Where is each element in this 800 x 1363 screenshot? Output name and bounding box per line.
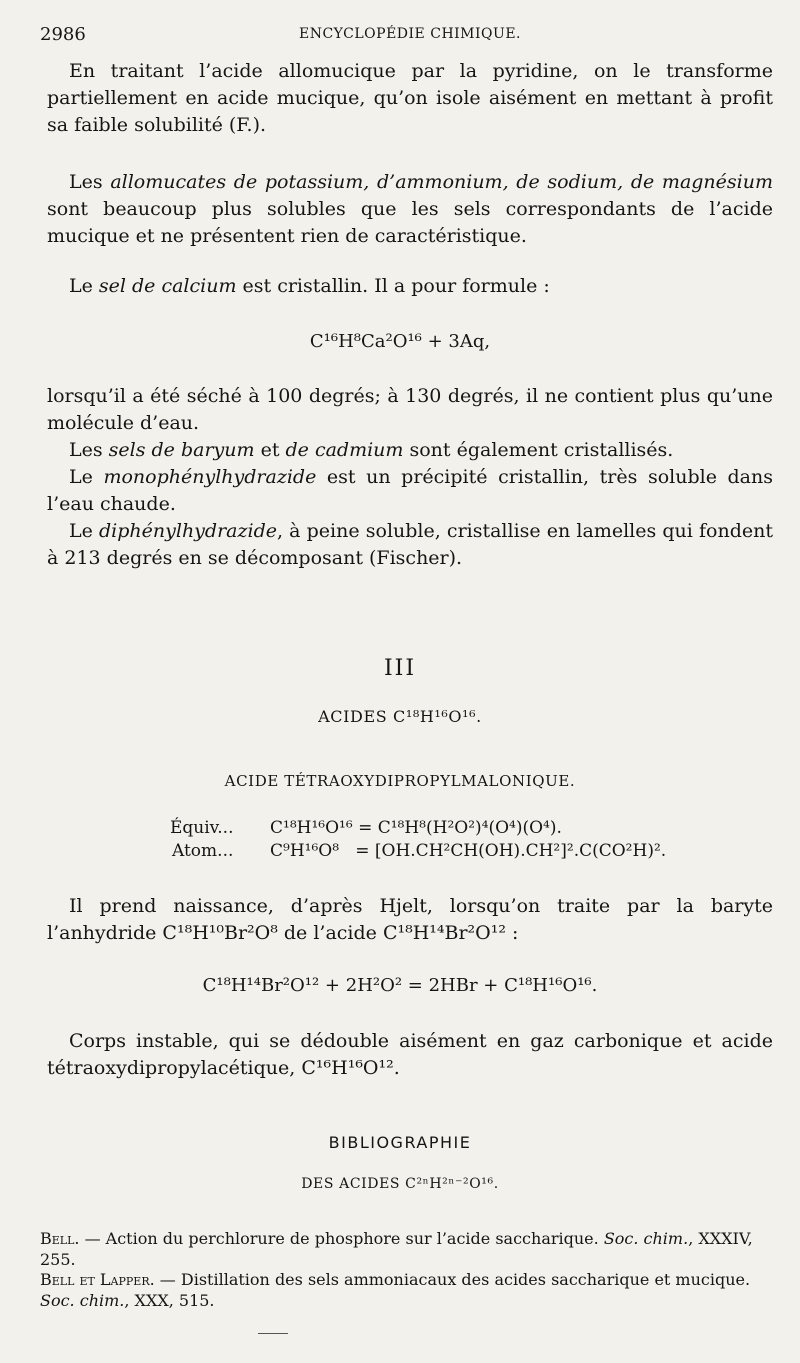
bibliography-title: BIBLIOGRAPHIE: [328, 1133, 472, 1152]
paragraph-monophenylhydrazide: Le monophénylhydrazide est un précipité cristallin, très soluble dans l’eau chaude.: [47, 466, 774, 515]
paragraph-hjelt: Il prend naissance, d’après Hjelt, lorsqu’on traite par la baryte l’anhydride C¹⁸H¹⁰Br²O⁸ de l’acide C¹⁸H¹⁴Br²O¹² :: [47, 895, 773, 944]
bibliography-entry: Bell. — Action du perchlorure de phosphore sur l’acide saccharique. Soc. chim., XXXIV, 255.: [40, 1229, 753, 1269]
formula-calcium-salt: C¹⁶H⁸Ca²O¹⁶ + 3Aq,: [309, 331, 491, 352]
paragraph-diphenylhydrazide: Le diphénylhydrazide, à peine soluble, cristallise en lamelles qui fondent à 213 degrés en se décomposant (Fischer).: [47, 520, 774, 569]
formula-hydrolysis: C¹⁸H¹⁴Br²O¹² + 2H²O² = 2HBr + C¹⁸H¹⁶O¹⁶.: [202, 975, 598, 996]
paragraph-calcium: Le sel de calcium est cristallin. Il a pour formule :: [69, 275, 550, 297]
paragraph-drying: lorsqu’il a été séché à 100 degrés; à 130 degrés, il ne contient plus qu’une molécule d’eau.: [47, 385, 773, 434]
paragraph-instable: Corps instable, qui se dédouble aisément en gaz carbonique et acide tétraoxydipropylacétique, C¹⁶H¹⁶O¹².: [47, 1030, 773, 1079]
section-title: ACIDES C¹⁸H¹⁶O¹⁶.: [318, 707, 482, 726]
section-subtitle: ACIDE TÉTRAOXYDIPROPYLMALONIQUE.: [224, 772, 576, 790]
paragraph-pyridine: En traitant l’acide allomucique par la pyridine, on le transforme partiellement en acide mucique, qu’on isole aisément en mettant à profit sa faible solubilité (F.).: [47, 60, 773, 136]
section-numeral: III: [383, 656, 417, 681]
bibliography-subtitle: DES ACIDES C²ⁿH²ⁿ⁻²O¹⁶.: [301, 1176, 499, 1192]
end-rule: [258, 1333, 288, 1334]
bibliography-entry: Bell et Lapper. — Distillation des sels ammoniacaux des acides saccharique et mucique. Soc. chim., XXX, 515.: [40, 1270, 751, 1310]
paragraph-baryum-cadmium: Les sels de baryum et de cadmium sont également cristallisés.: [69, 439, 674, 461]
paragraph-allomucates: Les allomucates de potassium, d’ammonium, de sodium, de magnésium sont beaucoup plus solubles que les sels correspondants de l’acide mucique et ne présentent rien de caractéristique.: [47, 171, 773, 247]
equiv-formula: C¹⁸H¹⁶O¹⁶ = C¹⁸H⁸(H²O²)⁴(O⁴)(O⁴).: [270, 818, 562, 838]
page-header: [40, 24, 780, 48]
atom-formula: C⁹H¹⁶O⁸ = [OH.CH²CH(OH).CH²]².C(CO²H)².: [270, 841, 667, 861]
atom-label: Atom...: [172, 841, 234, 861]
running-title: ENCYCLOPÉDIE CHIMIQUE.: [299, 26, 521, 42]
equiv-label: Équiv...: [170, 818, 234, 838]
page-number: 2986: [40, 24, 86, 45]
